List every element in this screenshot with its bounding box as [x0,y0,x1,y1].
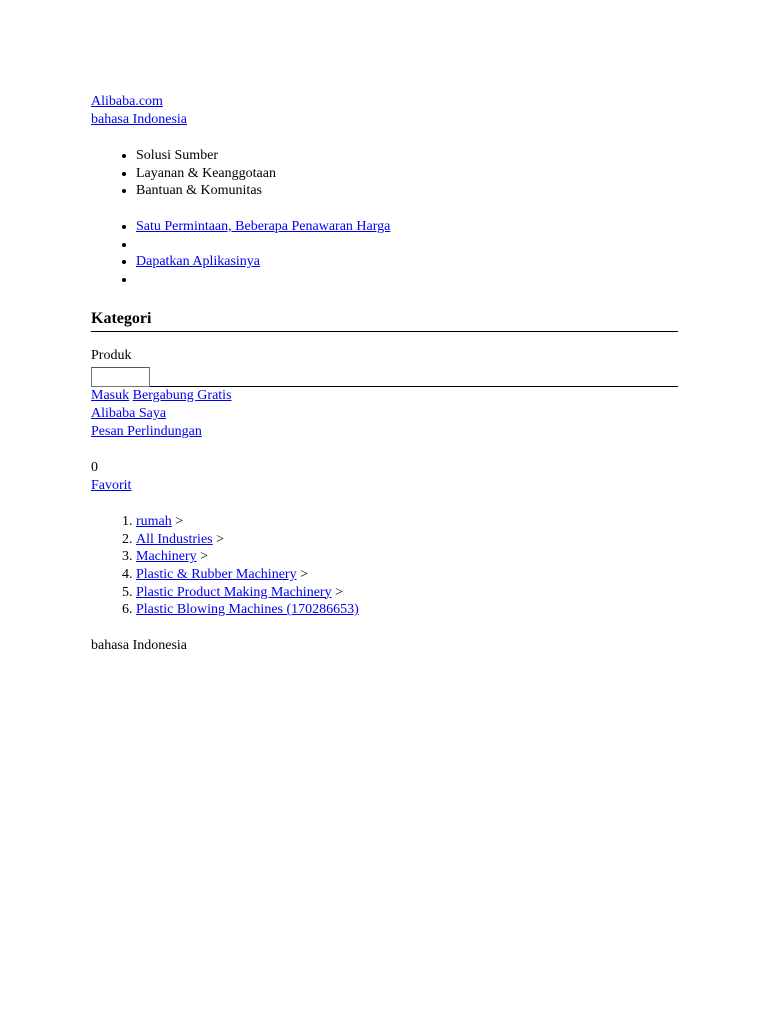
main-menu [91,147,678,200]
favorites-count: 0 [91,459,98,475]
favorites-link[interactable]: Favorit [91,477,132,493]
alibaba-home-link[interactable]: Alibaba.com [91,94,163,109]
search-block [91,347,678,387]
menu-item-services-membership[interactable]: • Layanan & Keanggotaan [136,165,678,183]
my-alibaba-link[interactable]: Alibaba Saya [91,405,167,421]
breadcrumb-item [136,601,678,619]
auth-links [91,387,678,405]
breadcrumb-link-plastic-blowing[interactable]: Plastic Blowing Machines (170286653) [136,602,359,618]
menu-item-help-community[interactable]: • Bantuan & Komunitas [136,182,678,200]
page-content [91,93,678,655]
promo-menu [91,218,678,289]
breadcrumb-separator: > [175,513,184,529]
menu-item-sourcing-solutions[interactable]: • Solusi Sumber [136,147,678,165]
breadcrumb-separator: > [216,531,225,547]
rfq-link[interactable]: Satu Permintaan, Beberapa Penawaran Harga [136,219,391,235]
order-protection-link[interactable]: Pesan Perlindungan [91,423,202,439]
breadcrumb-item [136,513,678,531]
get-app-link[interactable]: Dapatkan Aplikasinya [136,254,261,270]
join-free-link[interactable]: Bergabung Gratis [132,387,232,403]
breadcrumb-link-plastic-rubber[interactable]: Plastic & Rubber Machinery [136,566,297,582]
language-link[interactable]: bahasa Indonesia [91,112,188,127]
breadcrumb-item [136,548,678,566]
breadcrumb-item [136,566,678,584]
breadcrumb-separator: > [335,584,343,600]
signin-link[interactable]: Masuk [91,387,130,403]
breadcrumb-separator: > [200,549,209,565]
categories-heading[interactable]: Kategori [91,307,678,332]
promo-item-empty-2 [136,271,678,289]
search-input[interactable] [91,367,150,387]
breadcrumb-link-plastic-product-making[interactable]: Plastic Product Making Machinery [136,584,332,600]
breadcrumb-item [136,584,678,602]
breadcrumb-link-home[interactable]: rumah [136,513,172,529]
breadcrumb-item [136,531,678,549]
promo-item-rfq [136,218,678,236]
promo-item-app [136,253,678,271]
breadcrumb-separator: > [300,566,308,582]
breadcrumb-link-all-industries[interactable]: All Industries [136,531,213,547]
search-scope-label[interactable]: Produk [91,347,132,363]
breadcrumb [91,513,678,619]
footer-language-text[interactable]: bahasa Indonesia [91,637,188,653]
breadcrumb-link-machinery[interactable]: Machinery [136,549,197,565]
promo-item-empty-1 [136,236,678,254]
